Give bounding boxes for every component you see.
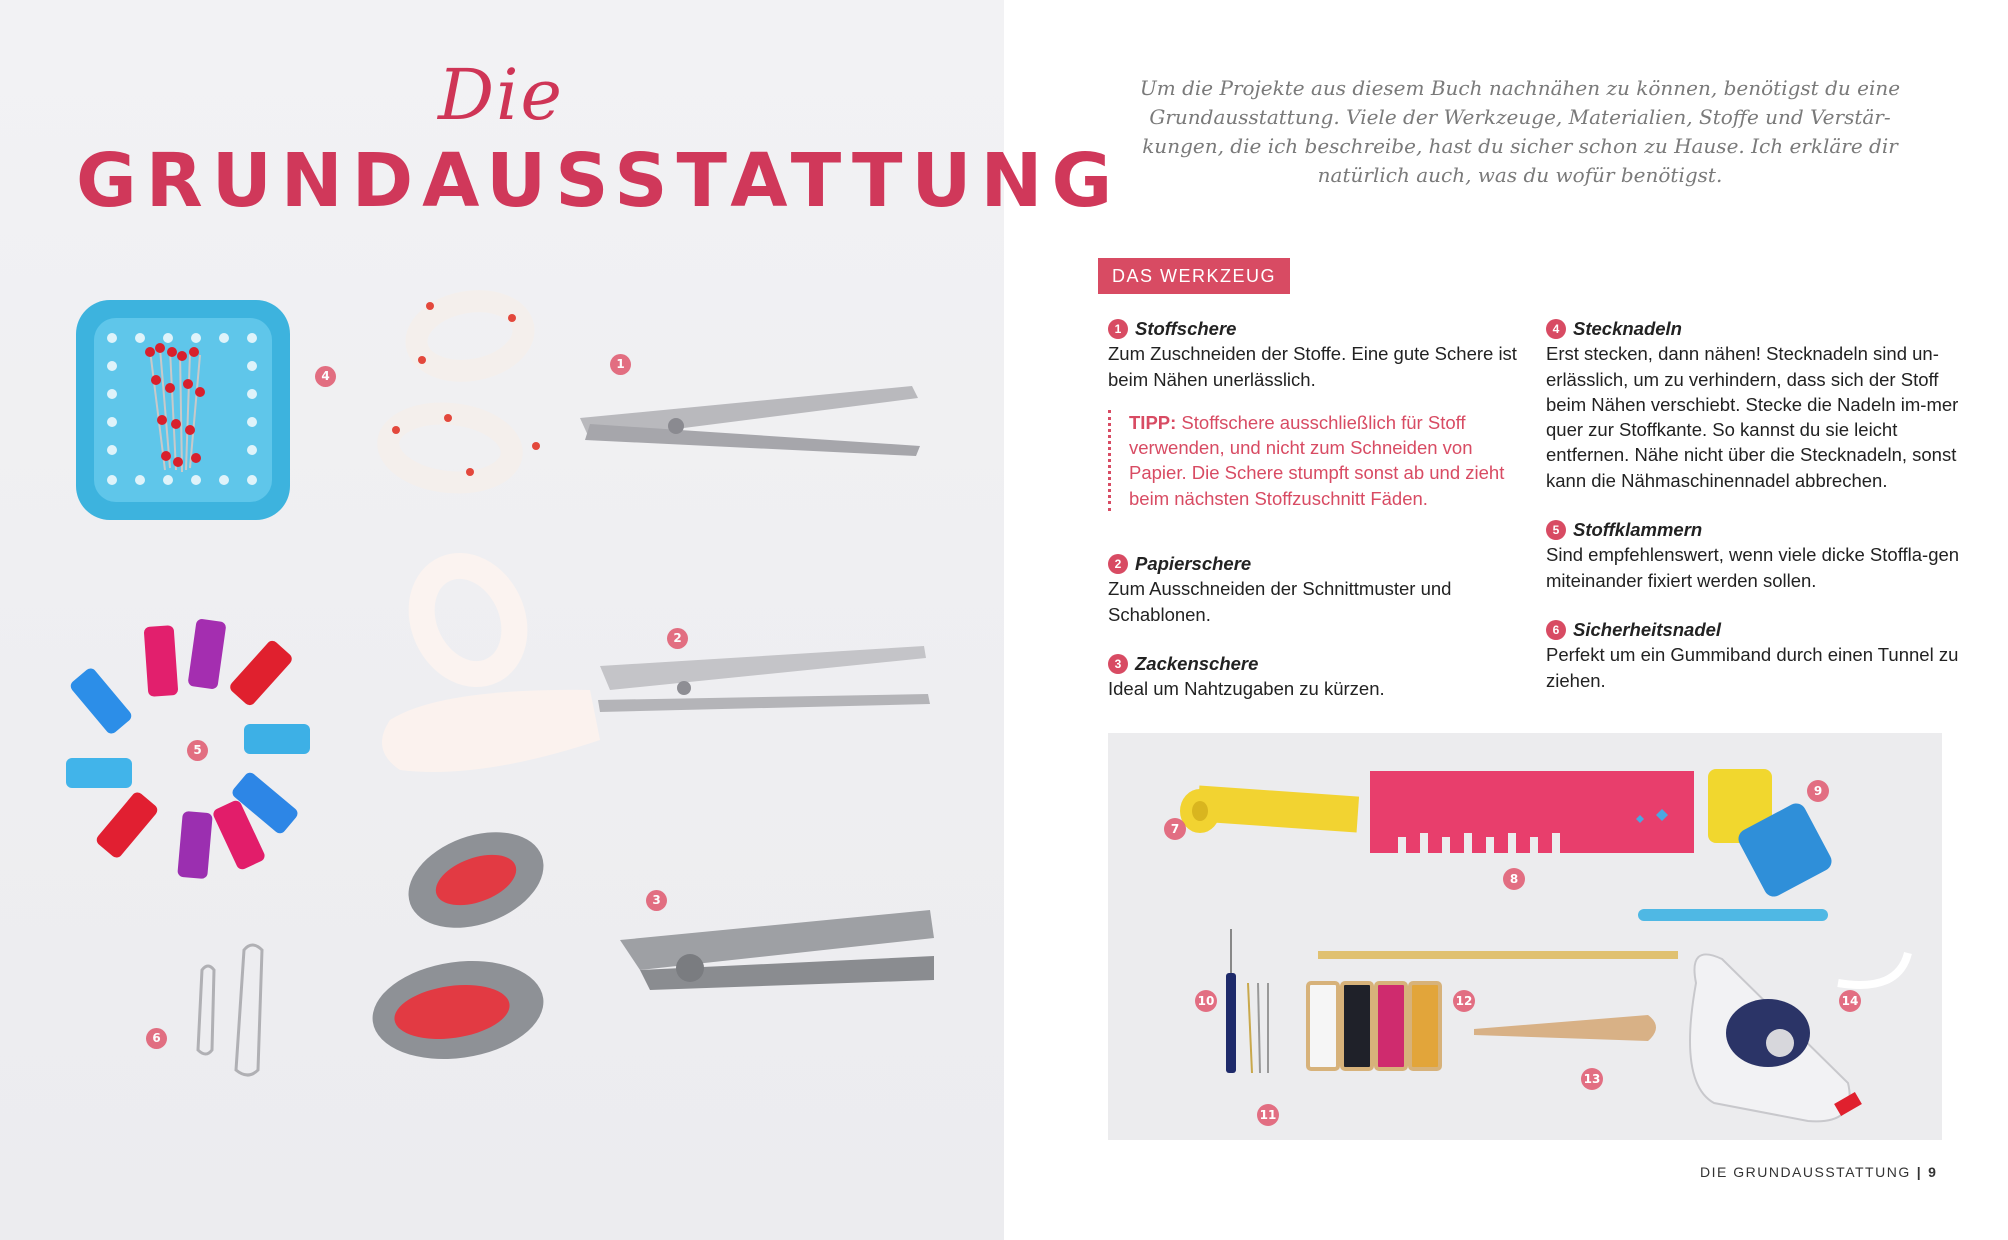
photo-number-1: 1 <box>610 354 631 375</box>
item-text: Perfekt um ein Gummiband durch einen Tunnel zu ziehen. <box>1546 644 1959 691</box>
tool-item-4 <box>1546 316 1966 493</box>
paper-scissors-image <box>382 551 930 772</box>
tool-item-1 <box>1108 316 1528 392</box>
item-title: Sicherheitsnadel <box>1573 618 1722 640</box>
tool-item-2 <box>1108 551 1528 627</box>
photo-number-3: 3 <box>646 890 667 911</box>
photo-number-9: 9 <box>1813 784 1823 798</box>
page-number: 9 <box>1928 1164 1938 1180</box>
pinking-shears-image <box>366 815 934 1070</box>
item-number-badge: 5 <box>1546 520 1566 540</box>
photo-number-2: 2 <box>667 628 688 649</box>
item-text: Ideal um Nahtzugaben zu kürzen. <box>1108 678 1385 700</box>
pin-tray-image <box>76 300 290 520</box>
item-title: Stecknadeln <box>1573 318 1682 339</box>
item-text: Zum Ausschneiden der Schnittmuster und Schablonen. <box>1108 578 1452 625</box>
item-text: Sind empfehlenswert, wenn viele dicke Stoffla-gen miteinander fixiert werden sollen. <box>1546 544 1960 591</box>
safety-pins-image <box>198 945 262 1075</box>
item-text: Zum Zuschneiden der Stoffe. Eine gute Schere ist beim Nähen unerlässlich. <box>1108 343 1517 390</box>
tip-box <box>1108 410 1528 511</box>
tool-item-3 <box>1108 651 1528 702</box>
tip-label: TIPP: <box>1129 411 1177 433</box>
tools-column-right <box>1546 316 1966 717</box>
photo-number-14: 14 <box>1841 994 1859 1008</box>
item-text: Erst stecken, dann nähen! Stecknadeln sind un-erlässlich, um zu verhindern, dass sich der Stoff beim Nähen verschiebt. Stecke die Nadeln im-mer quer zur Stoffkante. So kannst du sie leicht entfernen. Nähe nicht über die Stecknadeln, sonst kann die Nähmaschinennadel abbrechen. <box>1546 343 1959 491</box>
pink-ruler-image <box>1370 771 1694 853</box>
photo-number-12: 12 <box>1455 994 1473 1008</box>
footer-separator: | <box>1916 1164 1923 1180</box>
photo-number-13: 13 <box>1583 1072 1601 1086</box>
item-title: Stoffklammern <box>1573 519 1703 541</box>
footer-section: DIE GRUNDAUSSTATTUNG <box>1700 1164 1911 1180</box>
item-number-badge: 6 <box>1546 620 1566 640</box>
item-number-badge: 3 <box>1108 654 1128 674</box>
bamboo-stick-image <box>1318 951 1678 959</box>
tools-column-left <box>1108 316 1528 726</box>
page-title: GRUNDAUSSTATTUNG <box>76 138 1122 224</box>
item-number-badge: 2 <box>1108 554 1128 574</box>
fabric-scissors-image <box>385 293 920 488</box>
section-label: DAS WERKZEUG <box>1098 258 1290 294</box>
tools-photo <box>1108 733 1942 1140</box>
marking-pen-image <box>1638 909 1828 921</box>
photo-number-4: 4 <box>315 366 336 387</box>
item-title: Papierschere <box>1135 553 1252 575</box>
item-title: Stoffschere <box>1135 318 1237 339</box>
photo-number-6: 6 <box>146 1028 167 1049</box>
item-number-badge: 4 <box>1546 319 1566 339</box>
intro-text: Um die Projekte aus diesem Buch nachnähen zu können, benötigst du eine Grundausstattung. Viele der Werkzeuge, Materialien, Stoffe und Verstär-kungen, die ich beschreibe, hast du sicher schon zu Hause. Ich erkläre dir natürlich auch, was du wofür benötigst. <box>1139 76 1901 187</box>
tool-item-5 <box>1546 517 1966 593</box>
item-title: Zackenschere <box>1135 652 1259 674</box>
tool-item-6 <box>1546 617 1966 693</box>
photo-number-8: 8 <box>1509 872 1519 886</box>
tip-text: Stoffschere ausschließlich für Stoff verwenden, und nicht zum Schneiden von Papier. Die Schere stumpft sonst ab und zieht beim nächsten Stoffzuschnitt Fäden. <box>1129 411 1505 509</box>
photo-number-11: 11 <box>1259 1108 1277 1122</box>
page-footer <box>1700 1164 1937 1180</box>
item-number-badge: 1 <box>1108 319 1128 339</box>
thread-spools-image <box>1308 983 1440 1069</box>
photo-number-7: 7 <box>1170 822 1180 836</box>
photo-number-5: 5 <box>187 740 208 761</box>
photo-number-10: 10 <box>1197 994 1215 1008</box>
title-script: Die <box>438 54 564 136</box>
